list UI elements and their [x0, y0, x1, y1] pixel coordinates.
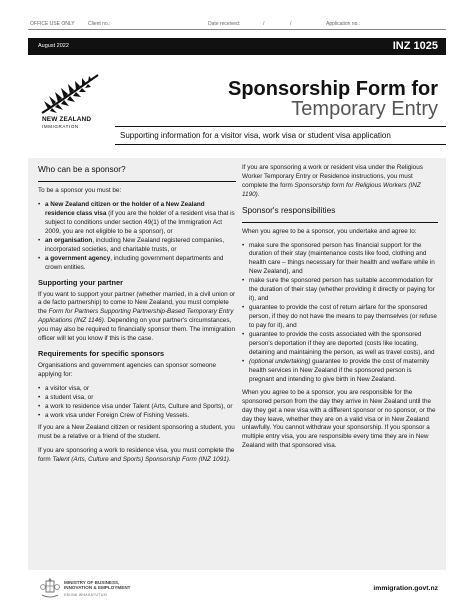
closing-responsibility-text: When you agree to be a sponsor, you are responsible for the sponsored person from the day they arrive in New Zealand until the day they get a new visa with a different sponsor or no sponsor, or the day they leave, whether they are on a valid visa or in New Zealand unlawfully. You cannot withdraw your sponsorship. If you sponsor a multiple entry visa, you are responsible every time they are in New Zealand with that sponsored visa.: [242, 388, 436, 450]
logo-line-immigration: IMMIGRATION: [42, 124, 79, 129]
list-item: • a visitor visa, or: [38, 385, 236, 394]
mbie-logo: [40, 578, 160, 600]
left-column: [38, 164, 236, 470]
date-slash-2: /: [290, 21, 292, 27]
coat-of-arms-icon: [40, 578, 60, 600]
nz-immigration-logo: [40, 73, 110, 133]
list-item: • a work to residence visa under Talent (Arts, Culture and Sports), or: [38, 403, 236, 412]
agree-text: When you agree to be a sponsor, you undertake and agree to:: [242, 227, 417, 235]
supporting-partner-text: If you want to support your partner (whether married, in a civil union or a de facto partnership) to come to New Zealand, you must complete the Form for Partners Supporting Partnership-Based Temporary Entry Applications (INZ 1146). Depending on your partner's circumstances, you may also be required to financially sponsor them. The immigration officer will let you know if this is the case.: [38, 290, 236, 343]
to-be-sponsor-text: To be a sponsor you must be:: [38, 187, 122, 194]
list-item: • guarantee to provide the costs associated with the sponsored person's deportation if they are deported (costs like locating, detaining and maintaining the person, as well as travel costs), and: [242, 331, 438, 358]
list-item: • (optional undertaking) guarantee to provide the cost of maternity health services in New Zealand if the sponsored person is pregnant and intending to give birth in New Zealand.: [242, 358, 438, 385]
form-code: INZ 1025: [392, 40, 438, 52]
requirements-text: Organisations and government agencies can sponsor someone applying for:: [38, 361, 217, 378]
silver-fern-icon: [40, 73, 100, 115]
citizen-sponsor-text: If you are a New Zealand citizen or resident sponsoring a student, you must be a relative or a friend of the student.: [38, 424, 235, 441]
office-use-label: OFFICE USE ONLY: [30, 21, 75, 27]
list-item: • a student visa, or: [38, 394, 236, 403]
footer-website[interactable]: immigration.govt.nz: [373, 585, 438, 592]
client-no-label: Client no.:: [88, 21, 111, 27]
date-received-label: Date received:: [208, 21, 241, 27]
sponsor-eligibility-list: [38, 201, 236, 273]
subtitle-band: [115, 126, 446, 145]
work-to-residence-text: If you are sponsoring a work to residence visa, you must complete the form Talent (Arts, Culture and Sports) Sponsorship Form (INZ 1091).: [38, 447, 235, 464]
right-column: [242, 164, 438, 456]
heading-divider: [38, 181, 236, 182]
list-item: • make sure the sponsored person has financial support for the duration of their stay (maintenance costs like food, clothing and health care – things necessary for their health and welfare while in New Zealand), and: [242, 242, 438, 278]
responsibilities-list: [242, 242, 438, 385]
form-subtitle: Supporting information for a visitor visa, work visa or student visa application: [120, 131, 391, 140]
religious-worker-text: If you are sponsoring a work or resident visa under the Religious Worker Temporary Entry or Residence instructions, you must complete the form Sponsorship form for Religious Workers (INZ 1190).: [242, 164, 423, 198]
ministry-maori-name: HĪKINA WHAKATUTUKI: [64, 593, 108, 597]
visa-type-list: [38, 385, 236, 421]
heading-requirements: Requirements for specific sponsors: [38, 348, 165, 358]
list-item: • make sure the sponsored person has suitable accommodation for the duration of their stay (whether providing it directly or paying for it), and: [242, 277, 438, 304]
heading-divider: [242, 222, 438, 223]
office-bar-rule: [28, 29, 446, 30]
list-item: • a New Zealand citizen or the holder of a New Zealand residence class visa (if you are the holder of a resident visa that is subject to conditions under section 49(1) of the Immigration Act 2009, you are not eligible to be a sponsor), or: [38, 201, 236, 237]
form-title-line-2: Temporary Entry: [291, 98, 438, 120]
list-item: • an organisation, including New Zealand registered companies, incorporated societies, and charitable trusts, or: [38, 237, 236, 255]
heading-who-can-be-sponsor: Who can be a sponsor?: [38, 164, 126, 174]
form-title-line-1: Sponsorship Form for: [228, 78, 438, 100]
logo-line-new-zealand: NEW ZEALAND: [42, 116, 92, 123]
heading-sponsor-responsibilities: Sponsor's responsibilities: [242, 204, 336, 215]
form-date: August 2022: [38, 43, 69, 49]
header-band: [28, 38, 446, 55]
heading-supporting-partner: Supporting your partner: [38, 277, 123, 287]
application-no-label: Application no.:: [326, 21, 361, 27]
list-item: • a government agency, including government departments and crown entities.: [38, 255, 236, 273]
list-item: • guarantee to provide the cost of return airfare for the sponsored person, if they do not have the means to pay themselves (or refuse to pay for it), and: [242, 304, 438, 331]
office-use-bar: [28, 20, 446, 32]
list-item: • a work visa under Foreign Crew of Fishing Vessels.: [38, 412, 236, 421]
date-slash-1: /: [263, 21, 265, 27]
ministry-name: MINISTRY OF BUSINESS, INNOVATION & EMPLOYMENT: [64, 580, 131, 591]
